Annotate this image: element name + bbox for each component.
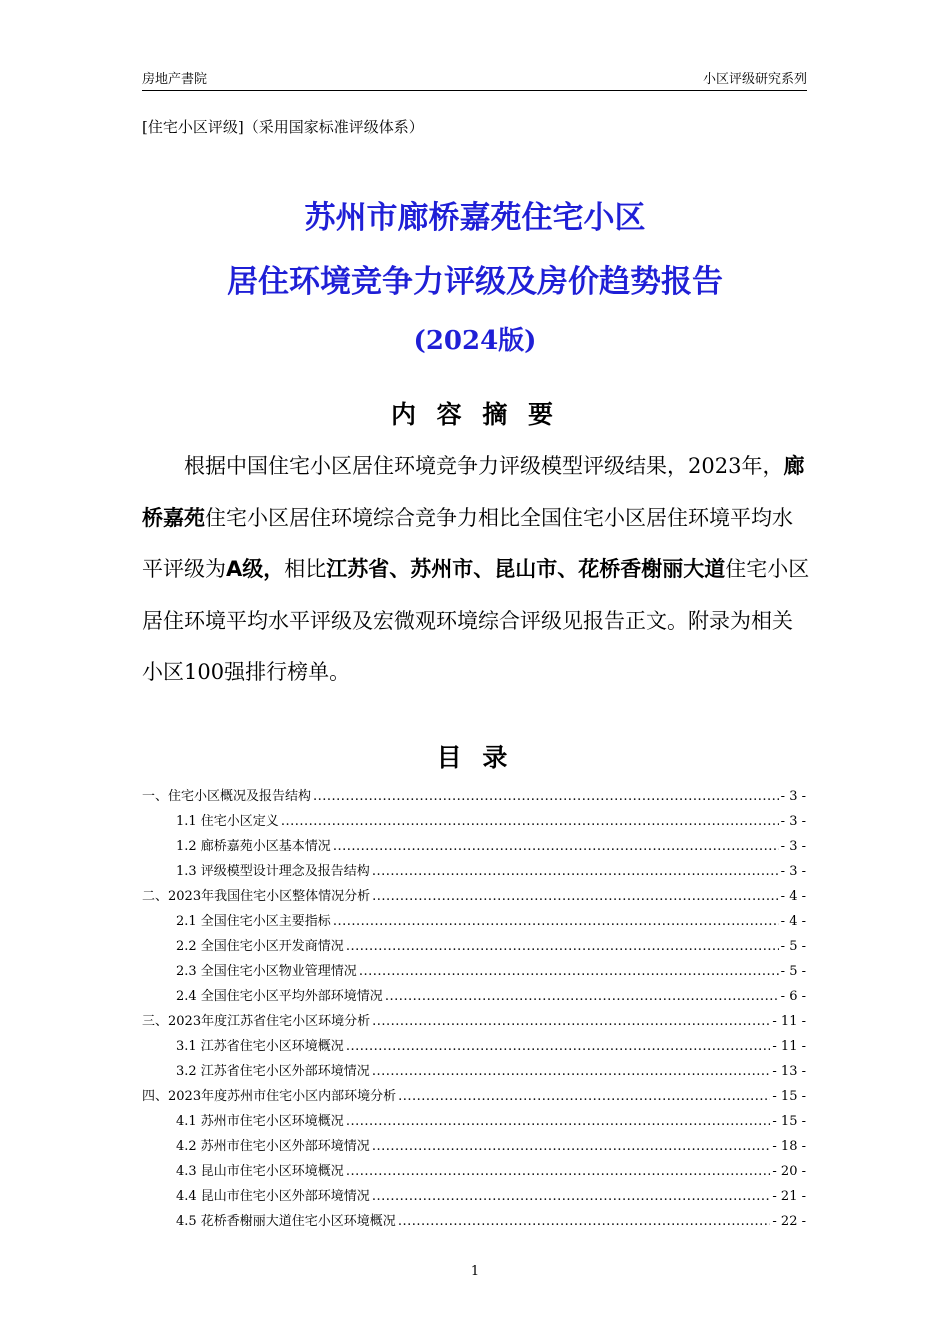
- toc-leader-dots: [398, 1084, 770, 1109]
- toc-entry-label: 3.1 江苏省住宅小区环境概况: [176, 1039, 344, 1054]
- toc-leader-dots: [372, 1134, 771, 1159]
- toc-entry[interactable]: [142, 1184, 806, 1209]
- toc-leader-dots: [313, 784, 779, 809]
- toc-entry[interactable]: [142, 1084, 806, 1109]
- toc-entry-page: - 4 -: [780, 889, 806, 904]
- toc-leader-dots: [385, 984, 779, 1009]
- report-category-tag: [住宅小区评级]（采用国家标准评级体系）: [142, 118, 424, 136]
- toc-entry[interactable]: [142, 809, 806, 834]
- toc-entry-label: 四、2023年度苏州市住宅小区内部环境分析: [142, 1089, 397, 1104]
- toc-leader-dots: [281, 809, 779, 834]
- toc-entry-label: 3.2 江苏省住宅小区外部环境情况: [176, 1064, 370, 1079]
- abstract-text-3: 相比: [284, 557, 327, 581]
- toc-entry[interactable]: [142, 1009, 806, 1034]
- toc-entry-page: - 11 -: [772, 1014, 806, 1029]
- toc-entry-label: 一、住宅小区概况及报告结构: [142, 789, 312, 804]
- toc-entry-page: - 11 -: [772, 1039, 806, 1054]
- toc-entry-label: 2.3 全国住宅小区物业管理情况: [176, 964, 357, 979]
- toc-entry-label: 4.5 花桥香榭丽大道住宅小区环境概况: [176, 1214, 396, 1229]
- abstract-text-4: 住宅小区居住环境平均水平评级及宏微观环境综合评级见报告正文。附录为相关小区100强排行榜单。: [142, 557, 810, 684]
- abstract-rating: A级，: [226, 557, 285, 581]
- toc-entry-label: 2.2 全国住宅小区开发商情况: [176, 939, 344, 954]
- toc-entry-label: 1.3 评级模型设计理念及报告结构: [176, 864, 370, 879]
- toc-leader-dots: [372, 1009, 770, 1034]
- toc-entry-page: - 15 -: [772, 1089, 806, 1104]
- toc-leader-dots: [346, 1159, 771, 1184]
- toc-entry-label: 二、2023年我国住宅小区整体情况分析: [142, 889, 371, 904]
- abstract-heading: 内 容 摘 要: [390, 400, 560, 429]
- toc-entry[interactable]: [142, 884, 806, 909]
- toc-leader-dots: [333, 834, 779, 859]
- toc-entry[interactable]: [142, 984, 806, 1009]
- toc-entry[interactable]: [142, 909, 806, 934]
- toc-entry[interactable]: [142, 934, 806, 959]
- toc-entry-page: - 6 -: [780, 989, 806, 1004]
- toc-entry[interactable]: [142, 959, 806, 984]
- toc-entry-page: - 3 -: [780, 864, 806, 879]
- toc-leader-dots: [372, 859, 779, 884]
- report-title-line1: 苏州市廊桥嘉苑住宅小区: [304, 200, 646, 236]
- toc-leader-dots: [346, 1109, 771, 1134]
- toc-entry-page: - 5 -: [780, 939, 806, 954]
- toc-entry[interactable]: [142, 859, 806, 884]
- toc-entry-label: 2.4 全国住宅小区平均外部环境情况: [176, 989, 383, 1004]
- toc-entry[interactable]: [142, 1034, 806, 1059]
- report-title-line2: 居住环境竞争力评级及房价趋势报告: [227, 264, 723, 300]
- abstract-regions: 江苏省、苏州市、昆山市、花桥香榭丽大道: [326, 557, 726, 581]
- toc-entry[interactable]: [142, 1209, 806, 1234]
- toc-entry-page: - 15 -: [772, 1114, 806, 1129]
- page-number: 1: [470, 1264, 480, 1279]
- toc-leader-dots: [372, 884, 779, 909]
- toc-entry-page: - 3 -: [780, 814, 806, 829]
- toc-leader-dots: [372, 1184, 771, 1209]
- toc-entry-page: - 22 -: [772, 1214, 806, 1229]
- toc-entry[interactable]: [142, 834, 806, 859]
- abstract-community-name: 廊桥嘉苑: [142, 454, 805, 530]
- report-edition: (2024版): [413, 326, 537, 356]
- toc-leader-dots: [333, 909, 779, 934]
- toc-entry-page: - 5 -: [780, 964, 806, 979]
- toc-leader-dots: [372, 1059, 771, 1084]
- toc-entry-page: - 18 -: [772, 1139, 806, 1154]
- toc-leader-dots: [346, 934, 779, 959]
- toc-entry-page: - 3 -: [780, 839, 806, 854]
- abstract-text-2: 住宅小区居住环境综合竞争力相比全国住宅小区居住环境平均水平评级为: [142, 505, 793, 581]
- abstract-text-1: 根据中国住宅小区居住环境竞争力评级模型评级结果，2023年，: [184, 454, 784, 478]
- toc-entry-page: - 3 -: [780, 789, 806, 804]
- toc-entry[interactable]: [142, 1159, 806, 1184]
- abstract-paragraph: [142, 441, 810, 699]
- toc-leader-dots: [346, 1034, 771, 1059]
- toc-entry-label: 4.4 昆山市住宅小区外部环境情况: [176, 1189, 370, 1204]
- toc-entry[interactable]: [142, 1109, 806, 1134]
- toc-entry-label: 4.3 昆山市住宅小区环境概况: [176, 1164, 344, 1179]
- toc-entry[interactable]: [142, 1134, 806, 1159]
- toc-leader-dots: [359, 959, 779, 984]
- toc-leader-dots: [398, 1209, 771, 1234]
- page-header: [142, 66, 807, 91]
- toc-entry[interactable]: [142, 1059, 806, 1084]
- toc-entry-label: 1.2 廊桥嘉苑小区基本情况: [176, 839, 331, 854]
- toc-entry-page: - 21 -: [772, 1189, 806, 1204]
- toc-entry-label: 2.1 全国住宅小区主要指标: [176, 914, 331, 929]
- toc-entry-label: 三、2023年度江苏省住宅小区环境分析: [142, 1014, 371, 1029]
- toc-entry[interactable]: [142, 784, 806, 809]
- table-of-contents: [142, 784, 806, 1234]
- toc-heading: 目 录: [436, 743, 514, 772]
- toc-entry-label: 4.2 苏州市住宅小区外部环境情况: [176, 1139, 370, 1154]
- header-publisher: 房地产書院: [142, 72, 208, 87]
- toc-entry-page: - 4 -: [780, 914, 806, 929]
- toc-entry-page: - 13 -: [772, 1064, 806, 1079]
- toc-entry-label: 1.1 住宅小区定义: [176, 814, 279, 829]
- toc-entry-label: 4.1 苏州市住宅小区环境概况: [176, 1114, 344, 1129]
- header-series: 小区评级研究系列: [702, 72, 807, 87]
- toc-entry-page: - 20 -: [772, 1164, 806, 1179]
